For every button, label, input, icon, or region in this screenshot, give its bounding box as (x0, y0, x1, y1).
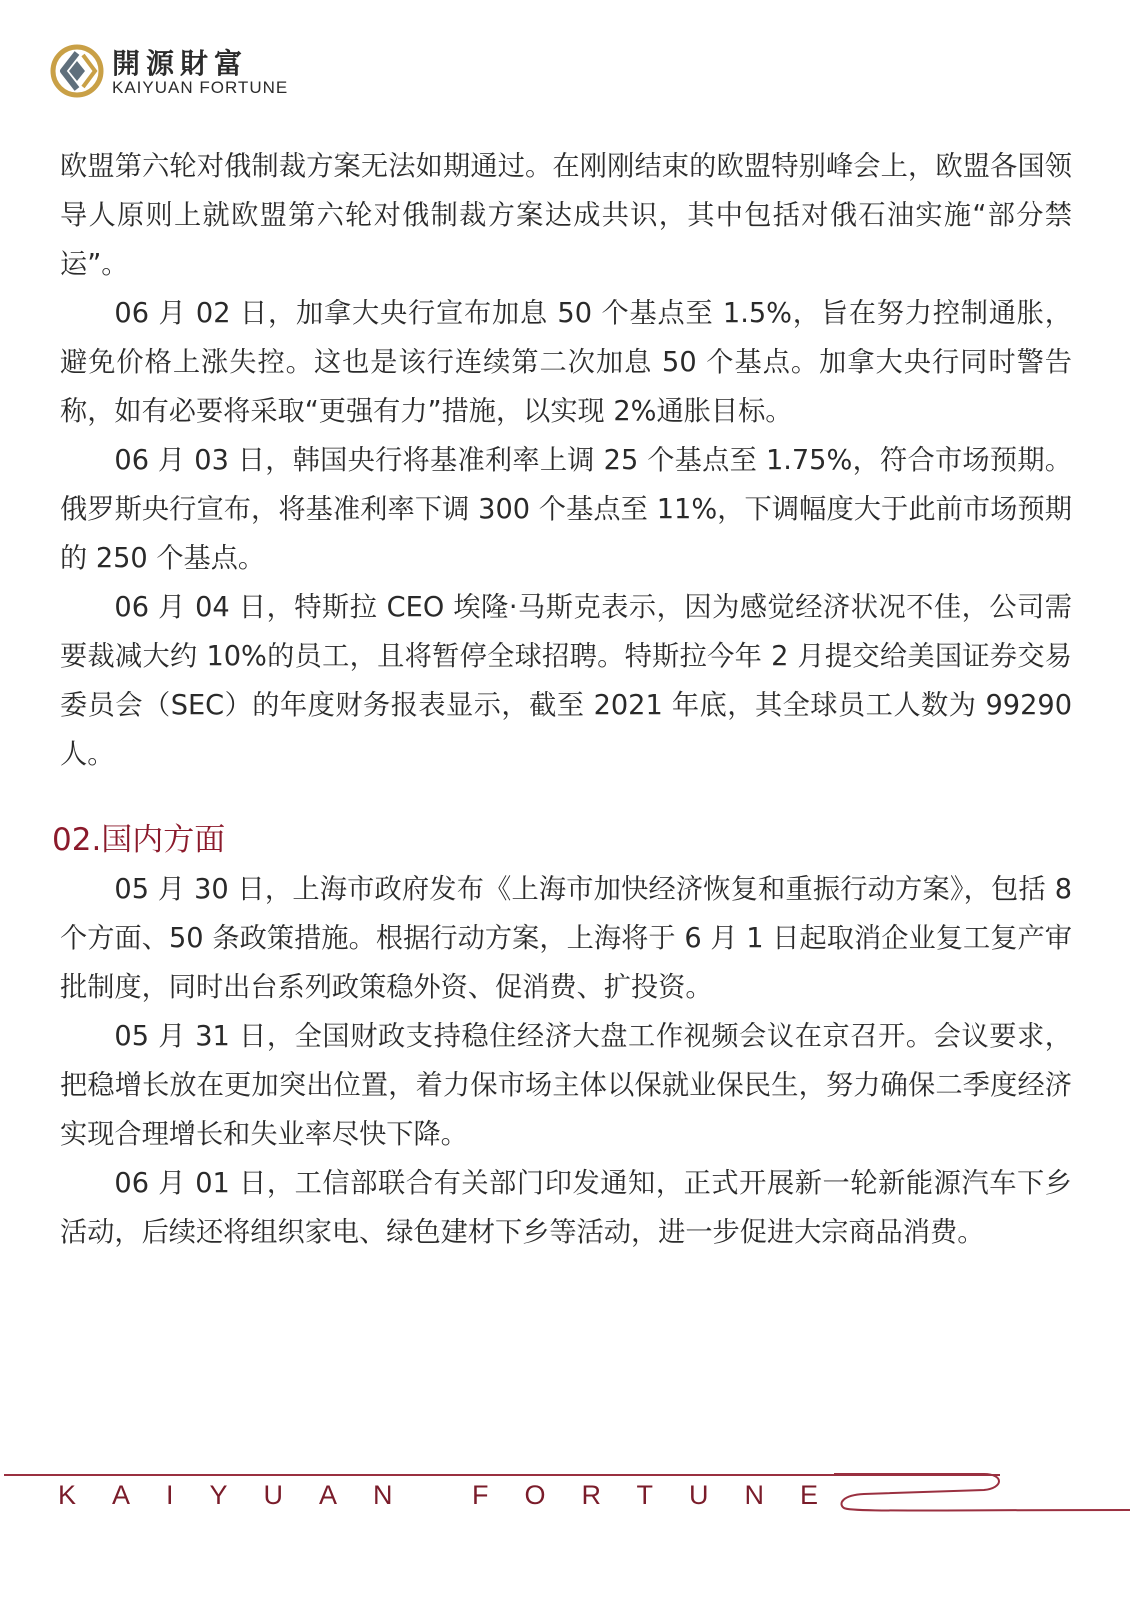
article-body (52, 142, 1072, 1257)
section-title-domestic: 02.国内方面 (52, 822, 226, 858)
paragraph-korea-russia-rate: 06 月 03 日，韩国央行将基准利率上调 25 个基点至 1.75%，符合市场预期。俄罗斯央行宣布，将基准利率下调 300 个基点至 11%，下调幅度大于此前市场预期的 250 个基点。 (60, 445, 1072, 574)
footer-brand-text: KAIYUAN FORTUNE (58, 1480, 855, 1510)
paragraph-tesla: 06 月 04 日，特斯拉 CEO 埃隆·马斯克表示，因为感觉经济状况不佳，公司需要裁减大约 10%的员工，且将暂停全球招聘。特斯拉今年 2 月提交给美国证券交易委员会（SEC）的年度财务报表显示，截至 2021 年底，其全球员工人数为 99290 人。 (60, 592, 1072, 770)
paragraph-canada-rate: 06 月 02 日，加拿大央行宣布加息 50 个基点至 1.5%，旨在努力控制通胀，避免价格上涨失控。这也是该行连续第二次加息 50 个基点。加拿大央行同时警告称，如有必要将采取“更强有力”措施，以实现 2%通胀目标。 (60, 298, 1072, 427)
logo-english-name: KAIYUAN FORTUNE (112, 78, 289, 97)
paragraph-fiscal-meeting: 05 月 31 日，全国财政支持稳住经济大盘工作视频会议在京召开。会议要求，把稳增长放在更加突出位置，着力保市场主体以保就业保民生，努力确保二季度经济实现合理增长和失业率尽快下降。 (60, 1021, 1072, 1150)
paragraph-nev-countryside: 06 月 01 日，工信部联合有关部门印发通知，正式开展新一轮新能源汽车下乡活动，后续还将组织家电、绿色建材下乡等活动，进一步促进大宗商品消费。 (60, 1168, 1072, 1248)
footer-swoosh-icon (834, 1468, 1130, 1518)
logo-chinese-name: 開源財富 (112, 47, 249, 80)
paragraph-eu-sanctions: 欧盟第六轮对俄制裁方案无法如期通过。在刚刚结束的欧盟特别峰会上，欧盟各国领导人原则上就欧盟第六轮对俄制裁方案达成共识，其中包括对俄石油实施“部分禁运”。 (60, 151, 1072, 280)
paragraph-shanghai-plan: 05 月 30 日，上海市政府发布《上海市加快经济恢复和重振行动方案》，包括 8 个方面、50 条政策措施。根据行动方案，上海将于 6 月 1 日起取消企业复工复产审批制度，同时出台系列政策稳外资、促消费、扩投资。 (60, 874, 1072, 1003)
kaiyuan-logo-icon (50, 44, 104, 98)
